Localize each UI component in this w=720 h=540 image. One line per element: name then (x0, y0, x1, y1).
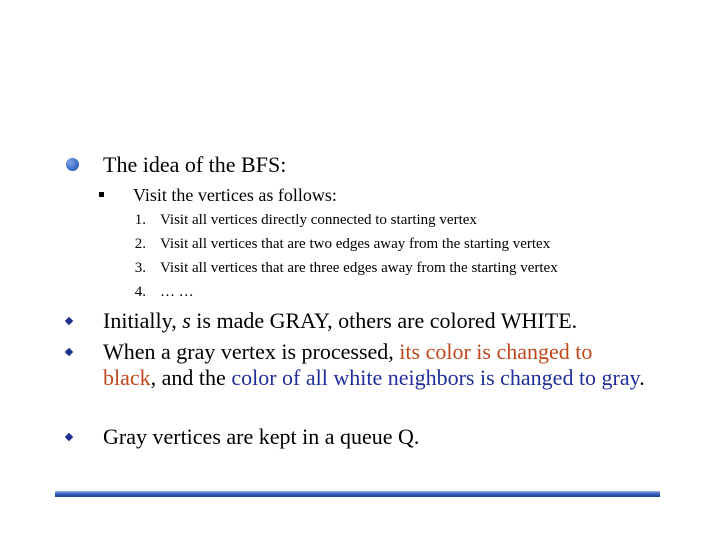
bullet-processing (103, 339, 648, 391)
circle-bullet-icon (66, 158, 79, 171)
bullet-text: When a gray vertex is processed, (103, 339, 400, 364)
sub-item-text: Visit the vertices as follows: (133, 185, 337, 205)
step-number: 4. (134, 284, 146, 300)
bullet-text: is made GRAY, others are colored WHITE. (190, 308, 578, 333)
bullet-initial-state (103, 308, 683, 334)
step-number: 3. (134, 260, 146, 276)
bullet-text: Initially, (103, 308, 183, 333)
diamond-bullet-icon (65, 433, 73, 441)
bullet-text: . (639, 365, 645, 390)
step-text: … … (160, 284, 194, 300)
diamond-bullet-icon (65, 317, 73, 325)
step-text: Visit all vertices directly connected to starting vertex (160, 212, 477, 228)
step-number: 2. (134, 236, 146, 252)
bottom-divider (55, 491, 660, 497)
vertex-variable: s (182, 308, 191, 333)
step-text: Visit all vertices that are three edges away from the starting vertex (160, 260, 558, 276)
step-number: 1. (134, 212, 146, 228)
square-bullet-icon (99, 192, 104, 197)
heading-text: The idea of the BFS: (103, 152, 287, 177)
bullet-queue: Gray vertices are kept in a queue Q. (103, 424, 420, 449)
highlight-red-text: its color is changed to black (103, 339, 593, 390)
step-text: Visit all vertices that are two edges away from the starting vertex (160, 236, 551, 252)
diamond-bullet-icon (65, 348, 73, 356)
bullet-text: , and the (150, 365, 232, 390)
highlight-blue-text: color of all white neighbors is changed to gray (231, 365, 640, 390)
